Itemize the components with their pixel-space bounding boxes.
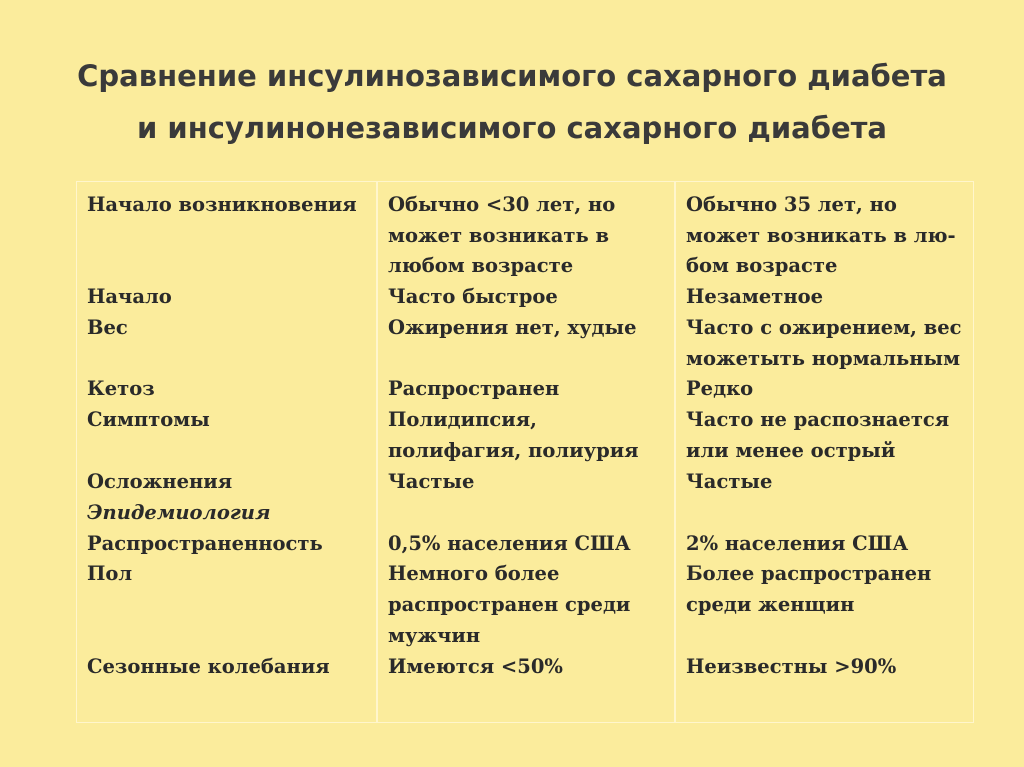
criterion-seasonal: Сезонные колебания [87,655,330,678]
criterion-symptoms: Симптомы [87,408,210,431]
criterion-prevalence: Распространенность [87,532,323,555]
idd-seasonal: Имеются <50% [388,655,563,678]
idd-onset-age-line-2: может возникать в [388,224,610,247]
idd-onset: Часто быстрое [388,285,558,308]
nidd-complications: Частые [686,470,773,493]
idd-sex-line-2: распространен среди [388,593,631,616]
criterion-onset: Начало [87,285,172,308]
comparison-table [76,181,974,723]
idd-weight: Ожирения нет, худые [388,316,637,339]
nidd-weight-line-1: Часто с ожирением, вес [686,316,962,339]
nidd-sex-line-2: среди женщин [686,593,855,616]
nidd-onset: Незаметное [686,285,824,308]
idd-onset-age-line-1: Обычно <30 лет, но [388,193,616,216]
nidd-onset-age-line-1: Обычно 35 лет, но [686,193,897,216]
title-line-2: и инсулинонезависимого сахарного диабета [136,111,888,145]
idd-symptoms-line-1: Полидипсия, [388,408,537,431]
idd-sex-line-1: Немного более [388,562,560,585]
idd-complications: Частые [388,470,475,493]
column-non-insulin-dependent [674,182,973,722]
idd-onset-age-line-3: любом возрасте [388,254,574,277]
column-insulin-dependent [376,182,674,722]
nidd-seasonal: Неизвестны >90% [686,655,897,678]
nidd-symptoms-line-2: или менее острый [686,439,896,462]
nidd-prevalence: 2% населения США [686,532,909,555]
idd-prevalence: 0,5% населения США [388,532,631,555]
criterion-weight: Вес [87,316,128,339]
slide-title [0,50,1024,154]
nidd-sex-line-1: Более распространен [686,562,932,585]
nidd-onset-age-line-3: бом возрасте [686,254,838,277]
nidd-ketosis: Редко [686,377,754,400]
nidd-onset-age-line-2: может возникать в лю- [686,224,956,247]
idd-ketosis: Распространен [388,377,560,400]
criterion-onset-age: Начало возникновения [87,193,357,216]
criterion-epidemiology: Эпидемиология [87,501,271,524]
idd-symptoms-line-2: полифагия, полиурия [388,439,639,462]
criterion-complications: Осложнения [87,470,233,493]
title-line-1: Сравнение инсулинозависимого сахарного диабета [77,59,947,93]
column-criteria [77,182,376,722]
idd-sex-line-3: мужчин [388,624,481,647]
nidd-weight-line-2: можетыть нормальным [686,347,961,370]
criterion-ketosis: Кетоз [87,377,155,400]
criterion-sex: Пол [87,562,133,585]
nidd-symptoms-line-1: Часто не распознается [686,408,950,431]
